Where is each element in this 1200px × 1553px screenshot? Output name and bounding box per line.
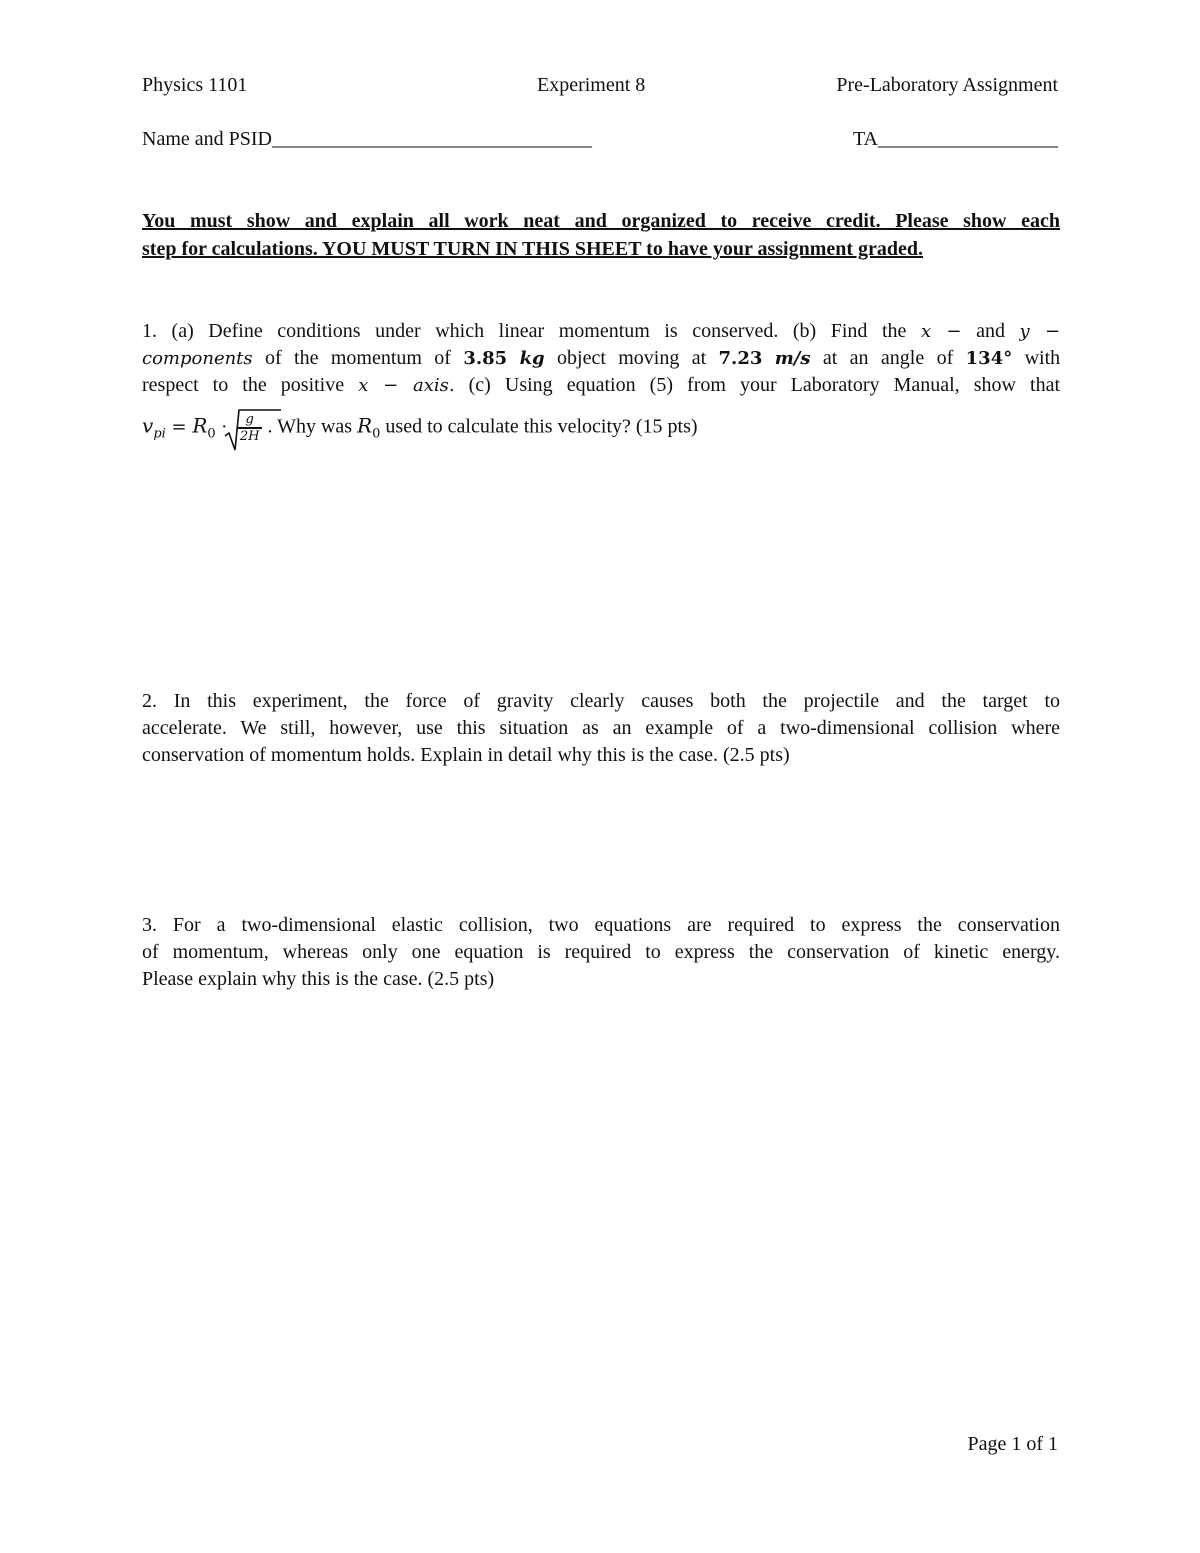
q1-speed-unit: m/s — [774, 348, 811, 369]
eq-v-subscript: pi — [153, 426, 166, 442]
q1-line-1 — [142, 318, 1060, 345]
velocity-equation — [142, 412, 698, 460]
q1-angle-value: 134° — [965, 348, 1013, 369]
q1-text: 1. (a) Define conditions under which linear momentum is conserved. (b) Find the — [142, 320, 907, 342]
radical-sign-icon — [223, 408, 283, 452]
q3-line-2: of momentum, whereas only one equation is required to express the conservation of kinetic energy. — [142, 941, 1060, 963]
q1-text: at an angle of — [822, 347, 954, 369]
q1-and: and — [976, 320, 1005, 342]
question-3 — [142, 912, 1060, 993]
q1-y-math: y − — [1019, 321, 1061, 342]
q1-text: (c) Using equation (5) from your Laboratory Manual, show that — [468, 374, 1061, 396]
q1-text: with — [1024, 347, 1061, 369]
q3-line-3: Please explain why this is the case. (2.5 pts) — [142, 968, 495, 990]
page-number: Page 1 of 1 — [967, 1433, 1058, 1455]
question-1 — [142, 318, 1060, 399]
q2-line-3: conservation of momentum holds. Explain in detail why this is the case. (2.5 pts) — [142, 744, 790, 766]
name-psid-blank: ________________________________ — [271, 128, 592, 150]
question-2 — [142, 688, 1060, 769]
q1-text: used to calculate this velocity? (15 pts) — [385, 415, 698, 438]
eq-dot: · — [215, 416, 233, 438]
experiment-title: Experiment 8 — [537, 74, 646, 96]
ta-label: TA — [852, 128, 878, 150]
q1-x-math: x − — [920, 321, 962, 342]
assignment-title: Pre-Laboratory Assignment — [836, 74, 1058, 96]
eq-r-subscript: 0 — [207, 426, 216, 442]
q1-text: object moving at — [557, 347, 707, 369]
q1-text: respect to the positive — [142, 374, 345, 396]
name-psid-label: Name and PSID — [142, 128, 272, 150]
notice-line-2: step for calculations. YOU MUST TURN IN THIS SHEET to have your assignment graded. — [142, 238, 924, 260]
q1-x-axis-math: x − axis. — [358, 375, 455, 396]
eq-r-subscript-2: 0 — [372, 426, 381, 442]
notice-line-1: You must show and explain all work neat and organized to receive credit. Please show each — [142, 210, 1060, 232]
eq-equals: = — [165, 416, 193, 438]
q1-mass-value: 3.85 — [463, 348, 508, 369]
q1-text: of the momentum of — [265, 347, 451, 369]
eq-v-symbol: v — [142, 413, 154, 438]
course-title: Physics 1101 — [142, 74, 248, 96]
q1-speed-value: 7.23 — [718, 348, 763, 369]
eq-r-symbol-2: R — [357, 413, 373, 438]
ta-field — [853, 128, 1058, 151]
q1-line-3 — [142, 372, 1060, 399]
q1-line-2 — [142, 345, 1060, 372]
fraction-numerator: g — [237, 412, 263, 429]
name-psid-field — [142, 128, 592, 151]
fraction-denominator: 2H — [239, 429, 260, 444]
q2-line-1: 2. In this experiment, the force of gravity clearly causes both the projectile and the target to — [142, 690, 1060, 712]
square-root — [237, 412, 263, 444]
ta-blank: __________________ — [878, 128, 1058, 150]
q1-text: . Why was — [267, 415, 353, 438]
eq-r-symbol: R — [192, 413, 208, 438]
q3-line-1: 3. For a two-dimensional elastic collision, two equations are required to express the conservation — [142, 914, 1060, 936]
q1-mass-unit: kg — [519, 348, 545, 369]
instructions-notice — [142, 207, 1060, 263]
q2-line-2: accelerate. We still, however, use this situation as an example of a two-dimensional collision where — [142, 717, 1060, 739]
q1-components-math: components — [142, 348, 253, 369]
